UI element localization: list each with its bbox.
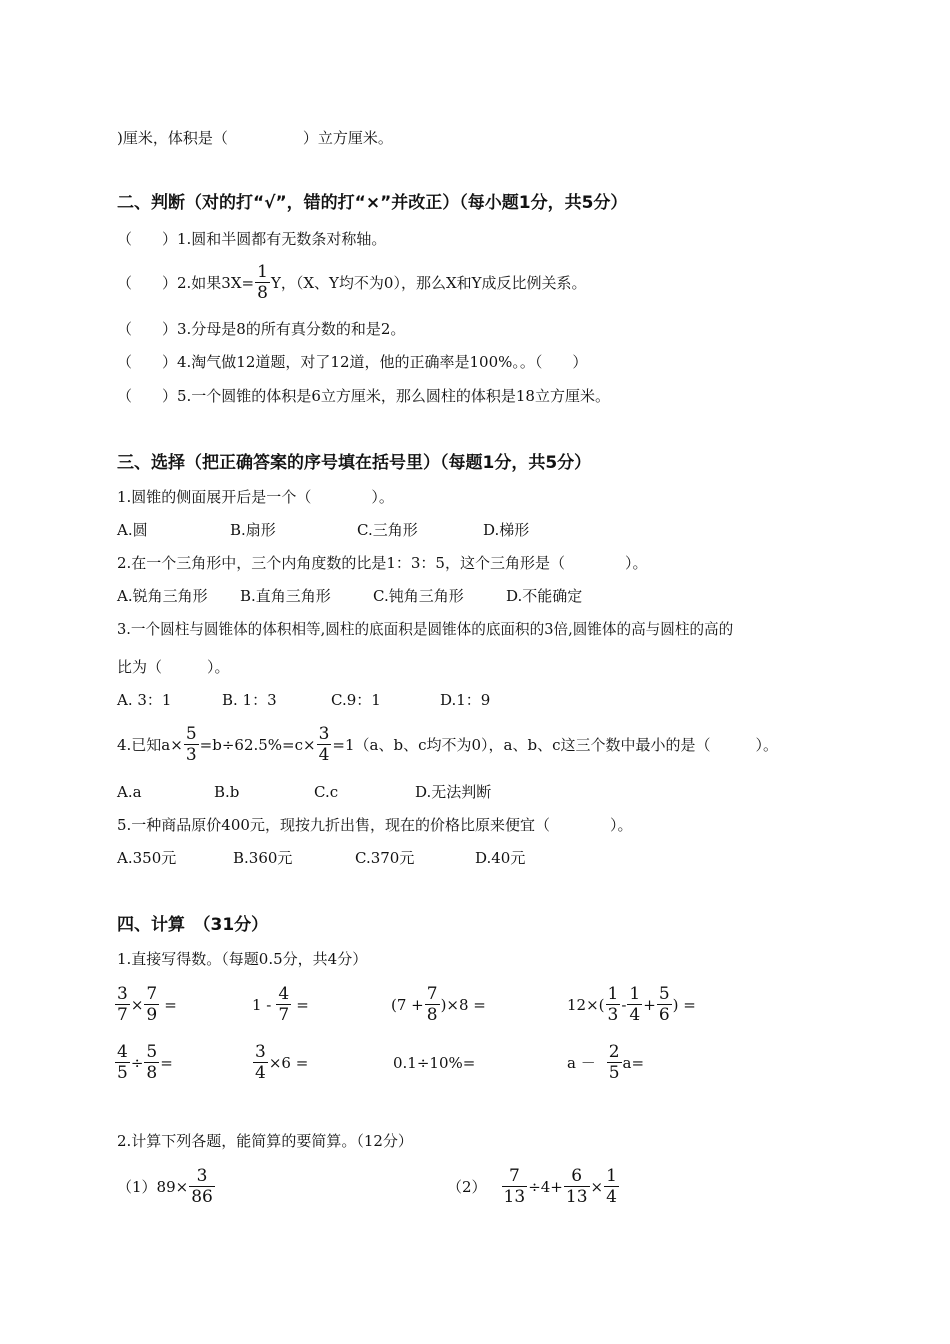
fraction: $\frac{1}{3}$ xyxy=(607,984,619,1025)
choice-q4-pre: 4.已知a× xyxy=(117,735,183,754)
section-4-title: 四、计算 （31分） xyxy=(117,915,269,935)
fraction: $\frac{2}{5}$ xyxy=(608,1042,620,1083)
choice-q1-option-d: D.梯形 xyxy=(483,521,530,539)
fraction: $\frac{3}{86}$ xyxy=(191,1166,213,1207)
judge-q5: （ ）5.一个圆锥的体积是6立方厘米，那么圆柱的体积是18立方厘米。 xyxy=(117,387,610,405)
expr-8: a － $\frac{2}{5}$ a= xyxy=(567,1042,645,1083)
choice-q3-option-c: C.9：1 xyxy=(331,691,381,709)
calc-problem-1: （1）89× $\frac{3}{86}$ xyxy=(117,1166,213,1207)
choice-q4 xyxy=(117,724,778,765)
judge-q2-pre: （ ）2.如果3X= xyxy=(117,273,255,292)
fraction: $\frac{1}{4}$ xyxy=(629,984,641,1025)
section-2-title: 二、判断（对的打“√”，错的打“×”并改正）（每小题1分，共5分） xyxy=(117,193,628,213)
choice-q3-line2: 比为（ ）。 xyxy=(117,658,230,676)
fraction: $\frac{5}{6}$ xyxy=(658,984,670,1025)
fraction: $\frac{4}{7}$ xyxy=(278,984,290,1025)
choice-q4-mid: =b÷62.5%=c× xyxy=(199,735,316,754)
expr-4: 12×( $\frac{1}{3}$ - $\frac{1}{4}$ + $\frac{5}{6}$ ) = xyxy=(567,984,696,1025)
choice-q3-option-a: A. 3：1 xyxy=(117,691,172,709)
choice-q5-option-a: A.350元 xyxy=(117,849,177,867)
expr-5: $\frac{4}{5}$ ÷ $\frac{5}{8}$ = xyxy=(117,1042,173,1083)
expr-3: (7 + $\frac{7}{8}$ )×8 = xyxy=(391,984,486,1025)
choice-q1-option-a: A.圆 xyxy=(117,521,148,539)
choice-q5-option-b: B.360元 xyxy=(233,849,293,867)
fraction: $\frac{3}{4}$ xyxy=(255,1042,266,1083)
choice-q5-option-d: D.40元 xyxy=(475,849,526,867)
fraction: $\frac{6}{13}$ xyxy=(565,1166,588,1207)
fraction-five-thirds: $\frac{5}{3}$ xyxy=(185,724,197,765)
choice-q4-option-d: D.无法判断 xyxy=(415,783,492,801)
fraction: $\frac{3}{7}$ xyxy=(117,984,128,1025)
choice-q3-option-b: B. 1：3 xyxy=(222,691,277,709)
calc-problem-2: （2） $\frac{7}{13}$ ÷4+ $\frac{6}{13}$ × $\frac{1}{4}$ xyxy=(447,1166,617,1207)
expr-7: 0.1÷10%= xyxy=(393,1054,476,1072)
judge-q3: （ ）3.分母是8的所有真分数的和是2。 xyxy=(117,320,406,338)
expr-6: $\frac{3}{4}$ ×6 = xyxy=(255,1042,309,1083)
fraction: $\frac{7}{8}$ xyxy=(426,984,438,1025)
calc-sub1-title: 1.直接写得数。（每题0.5分，共4分） xyxy=(117,950,368,968)
top-line: )厘米，体积是（ ）立方厘米。 xyxy=(117,129,393,147)
choice-q2-option-d: D.不能确定 xyxy=(506,587,583,605)
fraction-three-quarters: $\frac{3}{4}$ xyxy=(318,724,330,765)
choice-q1-option-c: C.三角形 xyxy=(357,521,418,539)
fraction: $\frac{1}{4}$ xyxy=(606,1166,617,1207)
choice-q3-line1: 3.一个圆柱与圆锥体的体积相等,圆柱的底面积是圆锥体的底面积的3倍,圆锥体的高与圆柱的高的 xyxy=(117,621,734,638)
judge-q2 xyxy=(117,262,587,303)
choice-q4-option-c: C.c xyxy=(314,783,339,801)
expr-2: 1 - $\frac{4}{7}$ = xyxy=(252,984,309,1025)
choice-q1-option-b: B.扇形 xyxy=(230,521,276,539)
choice-q5: 5.一种商品原价400元，现按九折出售，现在的价格比原来便宜（ ）。 xyxy=(117,816,633,834)
expr-1: $\frac{3}{7}$ × $\frac{7}{9}$ = xyxy=(117,984,177,1025)
fraction: $\frac{7}{9}$ xyxy=(146,984,158,1025)
choice-q4-post: =1（a、b、c均不为0），a、b、c这三个数中最小的是（ ）。 xyxy=(332,735,778,754)
calc-sub2-title: 2.计算下列各题，能简算的要简算。（12分） xyxy=(117,1132,413,1150)
fraction: $\frac{7}{13}$ xyxy=(503,1166,526,1207)
choice-q4-option-a: A.a xyxy=(117,783,142,801)
choice-q2-option-b: B.直角三角形 xyxy=(240,587,331,605)
fraction-one-eighth: $\frac{1}{8}$ xyxy=(257,262,268,303)
choice-q2: 2.在一个三角形中，三个内角度数的比是1：3：5，这个三角形是（ ）。 xyxy=(117,554,648,572)
judge-q2-post: Y，（X、Y均不为0），那么X和Y成反比例关系。 xyxy=(270,273,587,292)
choice-q2-option-c: C.钝角三角形 xyxy=(373,587,464,605)
choice-q3-option-d: D.1：9 xyxy=(440,691,491,709)
fraction: $\frac{5}{8}$ xyxy=(146,1042,158,1083)
fraction: $\frac{4}{5}$ xyxy=(117,1042,128,1083)
section-3-title: 三、选择（把正确答案的序号填在括号里）（每题1分，共5分） xyxy=(117,453,592,473)
judge-q1: （ ）1.圆和半圆都有无数条对称轴。 xyxy=(117,230,387,248)
choice-q5-option-c: C.370元 xyxy=(355,849,415,867)
choice-q2-option-a: A.锐角三角形 xyxy=(117,587,208,605)
choice-q4-option-b: B.b xyxy=(214,783,240,801)
choice-q1: 1.圆锥的侧面展开后是一个（ ）。 xyxy=(117,488,394,506)
judge-q4: （ ）4.淘气做12道题，对了12道，他的正确率是100%。。（ ） xyxy=(117,353,588,371)
